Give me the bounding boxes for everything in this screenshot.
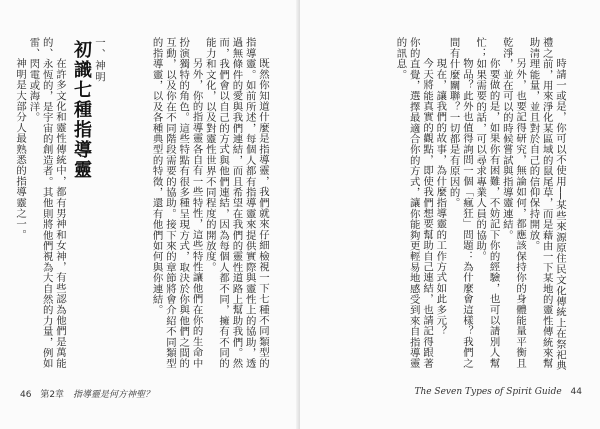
right-page-body xyxy=(331,37,566,372)
body-paragraph: 物品？此外也值得詢問一個「瘋狂」問題：為什麼會這樣？我們之間有什麼關聯？一切都是有原因的。 xyxy=(447,37,473,369)
left-page-body xyxy=(107,37,269,372)
body-paragraph: 在許多文化和靈性傳統中，都有男神和女神，有些認為他們是萬能的、永恆的，是宇宙的創造者。其他則將他們視為大自然的力量，例如雷、閃電或海洋。 xyxy=(27,37,66,369)
body-paragraph: 今天將能真實的觀點，即使我們想要幫助自己連結，也請記得跟著你的直覺，選擇最適合你的方式，讓你能夠更輕易地感受到來自指導靈的訊息。 xyxy=(394,37,434,369)
footer-running-title-en: The Seven Types of Spirit Guide xyxy=(414,387,562,397)
left-footer xyxy=(20,387,154,400)
body-paragraph: 現在，讓我們的故事，為什麼指導靈的工作方式如此多元？ xyxy=(434,57,447,336)
right-page xyxy=(300,0,600,429)
page-number: 44 xyxy=(570,387,582,397)
body-paragraph: 既然你知道什麼是指導靈，我們就來仔細檢視一下七種不同類型的指導靈。如前所述，每個人都有指導靈來提供實際與靈性上的協助，透過無條件的愛與我們連結，而且希望在我們的靈性道路上幫助我們。然而，我們會以自己的方式與他們連結，因為每個人都不同，擁有不同的能力和文化，以及對靈性世界不同程度的開放度。 xyxy=(203,37,269,369)
page-number: 46 xyxy=(20,390,32,400)
body-paragraph: 你要做的是，如果你有困難，不妨記下你的經驗，也可以請別人幫忙；如果需要的話，可以尋求專業人員的協助。 xyxy=(474,37,500,369)
left-page-extra-text xyxy=(14,37,66,372)
chapter-title: 初識七種指導靈 xyxy=(71,40,92,180)
body-paragraph: 另外，你的指導靈各自有一些特性，這些特性讓他們在你的生命中扮演獨特的角色。這些特點有很多種呈現方式，取決於你與他們之間的互動，以及你在不同階段需要的協助。接下來的章節將會介紹不同類型的指導靈，以及各種典型的特徵，還有他們如何與你連結。 xyxy=(150,37,203,369)
body-paragraph: 時請一或是，你可以不使用──某些來源原住民文化傳統上在祭祀典禮之前，用來淨化某區域的鼠尾草，而是藉由一下某地的靈性傳統來幫助清理能量，並且對於自己的信仰保持開放。 xyxy=(527,37,566,371)
body-paragraph: 神明是大部分人最熟悉的指導靈之一。 xyxy=(14,57,27,240)
footer-running-title: 指導靈是何方神聖？ xyxy=(72,390,154,400)
section-heading: 一、神明 xyxy=(93,37,105,83)
footer-chapter: 第2章 xyxy=(40,390,65,400)
right-footer xyxy=(414,387,582,397)
body-paragraph: 另外，也要記得研究，無論如何，都應該保持你的身體能量平衡且乾淨，並在可以的時候嘗試與指導靈連結。 xyxy=(500,37,527,369)
